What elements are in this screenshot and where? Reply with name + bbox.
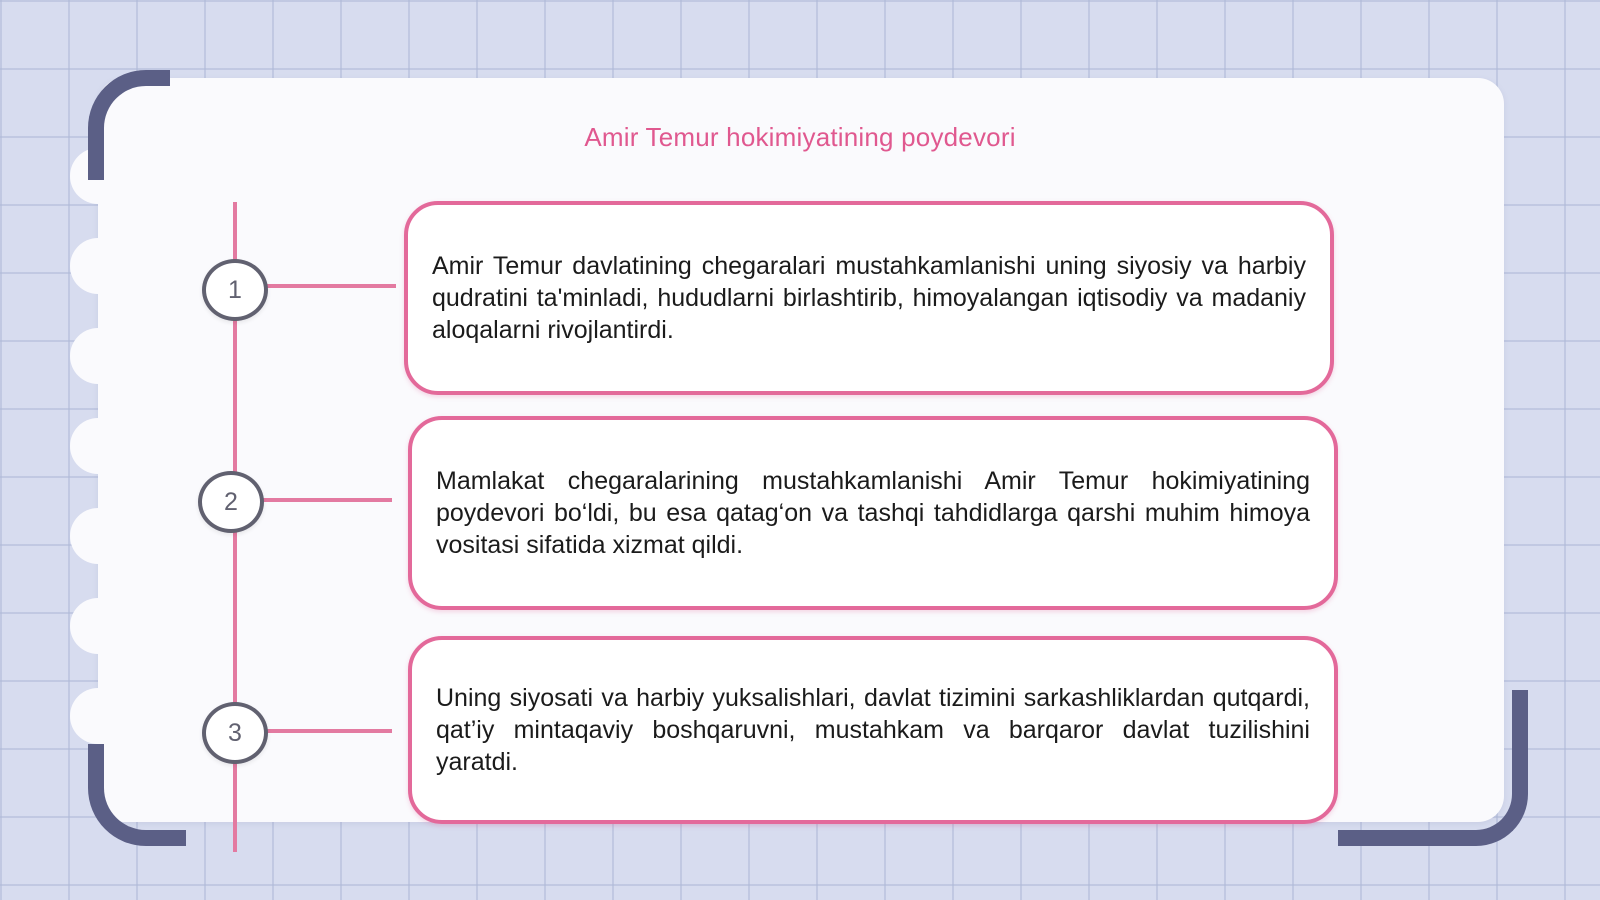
card-text: Amir Temur davlatining chegaralari mustahkamlanishi uning siyosiy va harbiy qudratini ta'minladi, hududlarni birlashtirib, himoyalangan iqtisodiy va madaniy aloqalarni rivojlantirdi. [432,252,1306,344]
paper-scallop [70,688,126,744]
timeline-card [408,416,1338,610]
paper-scallop [70,238,126,294]
card-text: Mamlakat chegaralarining mustahkamlanishi Amir Temur hokimiyatining poydevori bo‘ldi, bu esa qatag‘on va tashqi tahdidlarga qarshi muhim himoya vositasi sifatida xizmat qildi. [436,467,1310,559]
step-number-2: 2 [198,471,264,533]
paper-scallop [70,418,126,474]
timeline-connector [266,729,392,733]
paper-scallop [70,598,126,654]
paper-scallop [70,508,126,564]
slide-title: Amir Temur hokimiyatining poydevori [584,122,1016,152]
timeline-card [404,201,1334,395]
timeline-connector [262,498,392,502]
step-number-1: 1 [202,259,268,321]
frame-corner-bottom-right [1338,690,1528,846]
timeline-connector [266,284,396,288]
paper-scallop [70,328,126,384]
frame-corner-bottom-left [88,744,186,846]
step-number-3: 3 [202,702,268,764]
card-text: Uning siyosati va harbiy yuksalishlari, davlat tizimini sarkashliklardan qutqardi, qat’iy mintaqaviy boshqaruvni, mustahkam va barqaror davlat tuzilishini yaratdi. [436,684,1310,776]
timeline-card [408,636,1338,824]
